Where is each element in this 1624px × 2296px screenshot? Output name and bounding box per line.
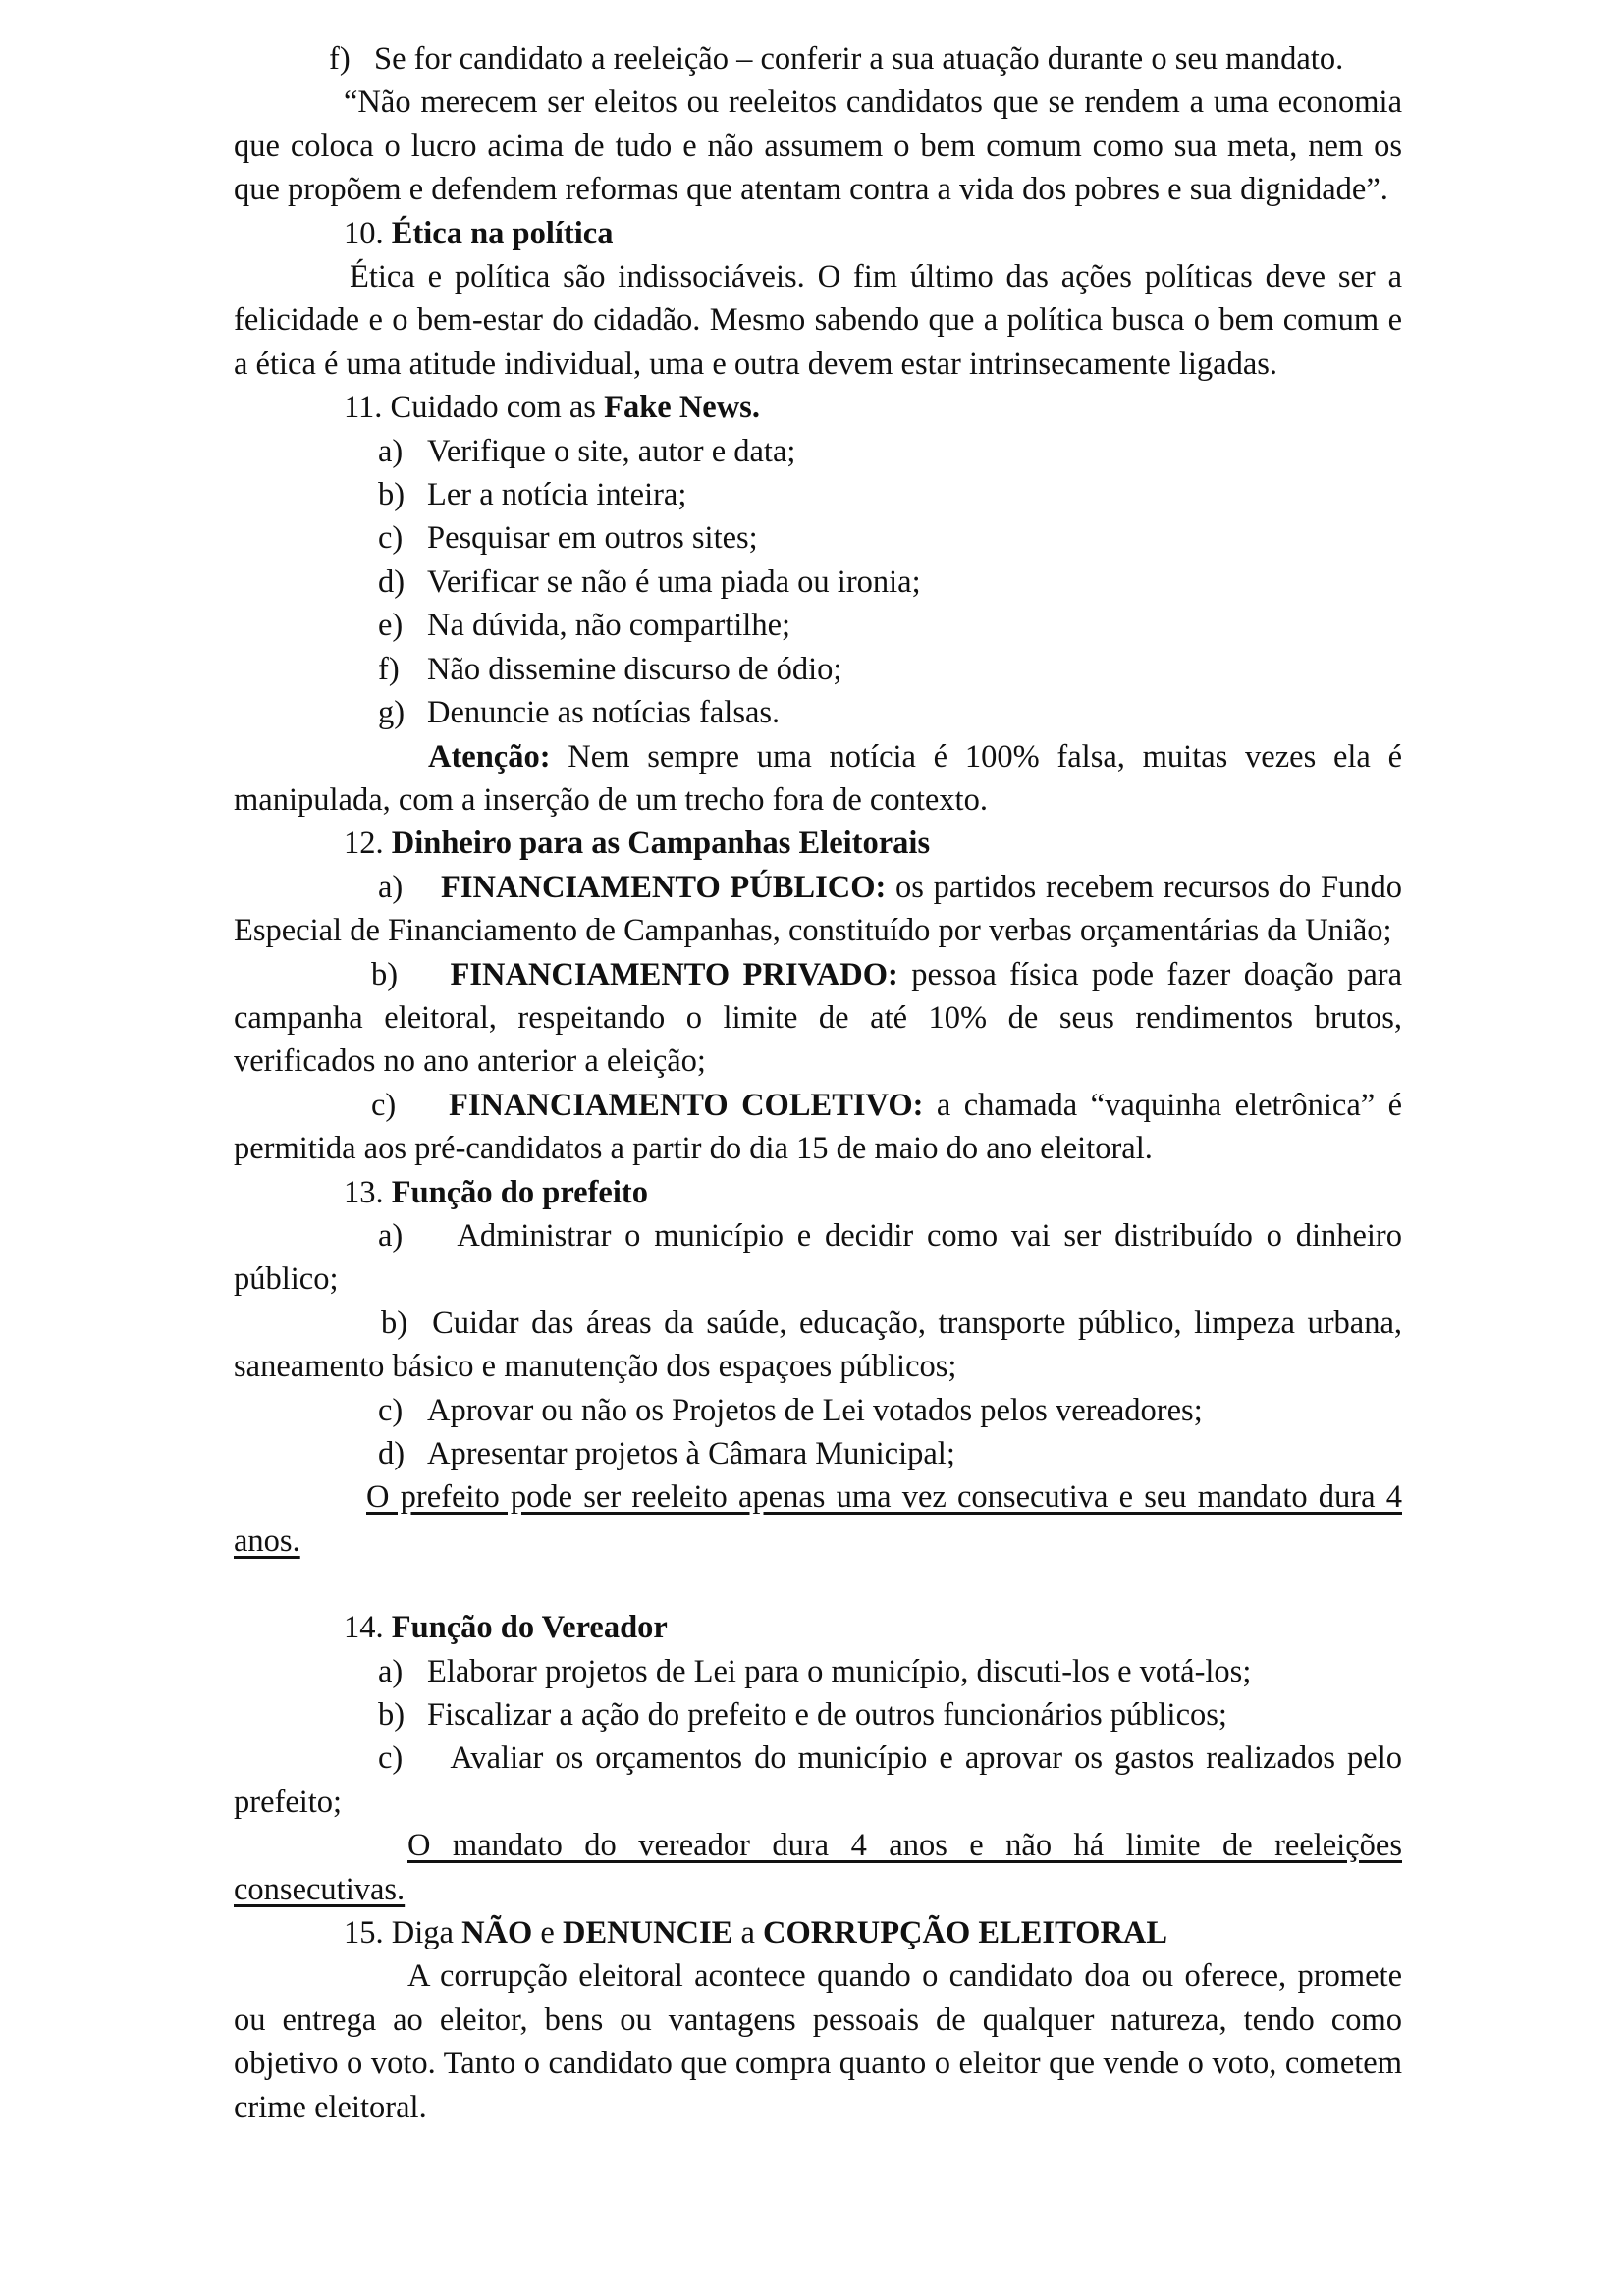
- list-item-text: Administrar o município e decidir como vai ser distribuído o dinheiro público;: [234, 1217, 1403, 1298]
- attention-label: Atenção:: [428, 738, 551, 774]
- funding-item: [234, 866, 1402, 953]
- list-item-text: Na dúvida, não compartilhe;: [427, 608, 791, 644]
- section-title: Ética na política: [391, 215, 614, 251]
- attention-text: Nem sempre uma notícia é 100% falsa, muitas vezes ela é manipulada, com a inserção de um trecho fora de contexto.: [234, 738, 1403, 818]
- heading-word: Diga: [391, 1915, 454, 1951]
- mayor-note: [234, 1475, 1402, 1563]
- section-number: 15.: [344, 1915, 384, 1951]
- list-item: [0, 516, 1402, 560]
- intro-item-f: [0, 37, 1402, 80]
- attention-note: [234, 735, 1402, 823]
- spacer: [0, 1563, 1624, 1606]
- list-item-text: Ler a notícia inteira;: [427, 477, 687, 513]
- list-item-text: Se for candidato a reeleição – conferir a sua atuação durante o seu mandato.: [374, 41, 1344, 77]
- section-11-heading: [0, 386, 1402, 429]
- heading-bold-word: DENUNCIE: [562, 1915, 733, 1951]
- heading-bold-word: NÃO: [461, 1915, 533, 1951]
- section-13-heading: [0, 1171, 1402, 1214]
- list-marker: a): [378, 433, 404, 469]
- list-marker: a): [378, 1217, 404, 1254]
- funding-label: FINANCIAMENTO PRIVADO:: [450, 956, 898, 992]
- section-10-heading: [0, 212, 1402, 255]
- list-item: [0, 561, 1402, 604]
- mayor-item: [234, 1214, 1402, 1302]
- list-item: [0, 473, 1402, 516]
- list-item-text: Elaborar projetos de Lei para o município, discuti-los e votá-los;: [427, 1653, 1252, 1689]
- list-item: [0, 691, 1402, 734]
- list-item-text: Avaliar os orçamentos do município e aprovar os gastos realizados pelo prefeito;: [234, 1740, 1402, 1820]
- funding-text: os partidos recebem recursos do Fundo Especial de Financiamento de Campanhas, constituído por verbas orçamentárias da União;: [234, 869, 1403, 949]
- section-15-heading: [0, 1911, 1402, 1954]
- quote-paragraph: [234, 80, 1402, 211]
- list-item: [0, 648, 1402, 691]
- document-page: [0, 37, 1624, 2129]
- section-title: Dinheiro para as Campanhas Eleitorais: [391, 826, 931, 862]
- councilor-note: [234, 1824, 1402, 1911]
- paragraph-text: Ética e política são indissociáveis. O fim último das ações políticas deve ser a felicidade e o bem-estar do cidadão. Mesmo sabendo que a política busca o bem comum e a ética é uma atitude individual, uma e outra devem estar intrinsecamente ligadas.: [234, 259, 1402, 382]
- list-marker: c): [371, 1087, 397, 1123]
- heading-word: e: [540, 1915, 555, 1951]
- list-marker: f): [329, 41, 351, 77]
- list-marker: g): [378, 695, 406, 731]
- section-title-bold: Fake News.: [604, 390, 760, 426]
- section-title: Função do Vereador: [391, 1610, 668, 1646]
- note-text: O mandato do vereador dura 4 anos e não há limite de reeleições consecutivas.: [234, 1828, 1402, 1907]
- list-item-text: Denuncie as notícias falsas.: [427, 695, 781, 731]
- list-item: [0, 1693, 1402, 1736]
- list-item-text: Aprovar ou não os Projetos de Lei votados pelos vereadores;: [427, 1392, 1203, 1428]
- list-marker: b): [381, 1305, 408, 1341]
- mayor-item: [234, 1302, 1402, 1389]
- list-marker: c): [378, 1392, 404, 1428]
- section-number: 10.: [344, 215, 384, 251]
- list-marker: e): [378, 608, 404, 644]
- list-marker: d): [378, 1436, 406, 1471]
- section-15-body: [234, 1954, 1402, 2129]
- funding-item: [234, 1084, 1402, 1171]
- list-marker: f): [378, 651, 400, 687]
- list-item: [0, 1650, 1402, 1693]
- note-text: O prefeito pode ser reeleito apenas uma vez consecutiva e seu mandato dura 4 anos.: [234, 1479, 1402, 1559]
- list-item-text: Verifique o site, autor e data;: [427, 433, 796, 469]
- list-marker: b): [378, 477, 406, 513]
- list-marker: b): [378, 1697, 406, 1734]
- list-marker: c): [378, 520, 404, 557]
- section-14-heading: [0, 1606, 1402, 1649]
- section-number: 14.: [344, 1610, 384, 1646]
- list-item: [0, 1389, 1402, 1432]
- list-marker: a): [378, 869, 404, 905]
- list-item-text: Apresentar projetos à Câmara Municipal;: [427, 1436, 955, 1471]
- section-12-heading: [0, 822, 1402, 865]
- list-item-text: Fiscalizar a ação do prefeito e de outros funcionários públicos;: [427, 1697, 1227, 1734]
- list-item: [0, 604, 1402, 647]
- list-marker: b): [371, 956, 399, 992]
- funding-text: a chamada “vaquinha eletrônica” é permitida aos pré-candidatos a partir do dia 15 de maio do ano eleitoral.: [234, 1087, 1403, 1167]
- list-item-text: Não dissemine discurso de ódio;: [427, 651, 842, 687]
- list-marker: c): [378, 1740, 404, 1777]
- funding-label: FINANCIAMENTO COLETIVO:: [448, 1087, 924, 1123]
- councilor-item: [234, 1736, 1402, 1824]
- list-item-text: Verificar se não é uma piada ou ironia;: [427, 563, 921, 600]
- funding-text: pessoa física pode fazer doação para campanha eleitoral, respeitando o limite de até 10% de seus rendimentos brutos, verificados no ano anterior a eleição;: [234, 956, 1403, 1080]
- section-title: Função do prefeito: [391, 1174, 648, 1210]
- funding-label: FINANCIAMENTO PÚBLICO:: [441, 869, 887, 905]
- funding-item: [234, 953, 1402, 1084]
- list-item-text: Pesquisar em outros sites;: [427, 520, 758, 557]
- heading-word: a: [740, 1915, 755, 1951]
- list-item-text: Cuidar das áreas da saúde, educação, transporte público, limpeza urbana, saneamento básico e manutenção dos espaçoes públicos;: [234, 1305, 1403, 1385]
- list-item: [0, 1432, 1402, 1475]
- list-item: [0, 430, 1402, 473]
- quote-text: “Não merecem ser eleitos ou reeleitos candidatos que se rendem a uma economia que coloca o lucro acima de tudo e não assumem o bem comum como sua meta, nem os que propõem e defendem reformas que atentam contra a vida dos pobres e sua dignidade”.: [234, 84, 1402, 208]
- section-title-prefix: Cuidado com as: [390, 390, 596, 426]
- section-number: 12.: [344, 826, 384, 862]
- heading-bold-word: CORRUPÇÃO ELEITORAL: [763, 1915, 1168, 1951]
- list-marker: a): [378, 1653, 404, 1689]
- paragraph-text: A corrupção eleitoral acontece quando o candidato doa ou oferece, promete ou entrega ao eleitor, bens ou vantagens pessoais de qualquer natureza, tendo como objetivo o voto. Tanto o candidato que compra quanto o eleitor que vende o voto, cometem crime eleitoral.: [234, 1958, 1402, 2125]
- section-number: 13.: [344, 1174, 384, 1210]
- list-marker: d): [378, 563, 406, 600]
- section-10-body: [234, 255, 1402, 386]
- section-number: 11.: [344, 390, 383, 426]
